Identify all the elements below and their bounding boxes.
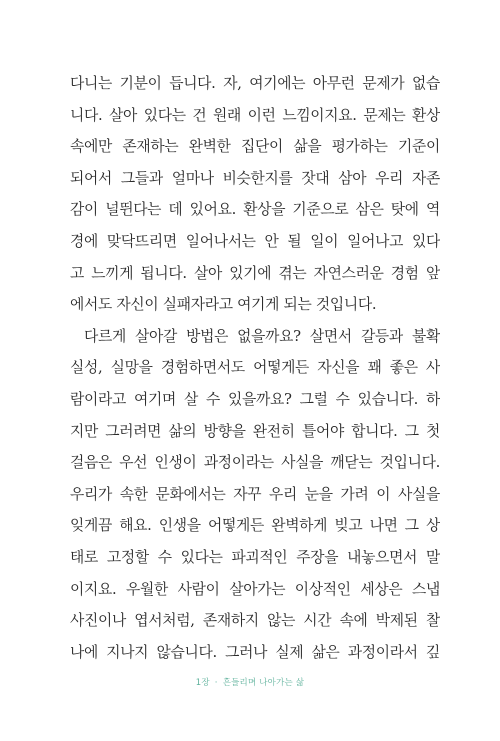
text-line: 속에만 존재하는 완벽한 집단이 삶을 평가하는 기준이: [70, 138, 440, 156]
text-line: 다니는 기분이 듭니다. 자, 여기에는 아무런 문제가 없습: [70, 75, 440, 92]
text-line: 실성, 실망을 경험하면서도 어떻게든 자신을 꽤 좋은 사: [70, 359, 440, 377]
text-line: 나에 지나지 않습니다. 그러나 실제 삶은 과정이라서 깊: [70, 643, 440, 661]
text-line: 걸음은 우선 인생이 과정이라는 사실을 깨닫는 것입니다.: [70, 454, 440, 472]
text-line: 고 느끼게 됩니다. 살아 있기에 겪는 자연스러운 경험 앞: [70, 264, 440, 282]
text-line: 에서도 자신이 실패자라고 여기게 되는 것입니다.: [70, 296, 377, 314]
text-line: 이지요. 우월한 사람이 살아가는 이상적인 세상은 스냅: [70, 580, 440, 598]
text-line: 니다. 살아 있다는 건 원래 이런 느낌이지요. 문제는 환상: [70, 106, 440, 124]
footer-title: 흔들리며 나아가는 삶: [222, 678, 305, 688]
footer-separator: ·: [214, 678, 218, 688]
text-line: 지만 그러려면 삶의 방향을 완전히 틀어야 합니다. 그 첫: [70, 422, 440, 440]
text-line: 람이라고 여기며 살 수 있을까요? 그럴 수 있습니다. 하: [70, 390, 440, 408]
running-footer: [0, 676, 500, 688]
text-line: 경에 맞닥뜨리면 일어나서는 안 될 일이 일어나고 있다: [70, 232, 440, 250]
text-line: 되어서 그들과 얼마나 비슷한지를 잣대 삼아 우리 자존: [70, 169, 440, 187]
text-line: 사진이나 엽서처럼, 존재하지 않는 시간 속에 박제된 찰: [70, 612, 440, 630]
page-text: [70, 68, 440, 668]
footer-chapter: 1장: [195, 678, 210, 688]
text-line: 감이 널뛴다는 데 있어요. 환상을 기준으로 삼은 탓에 역: [70, 201, 440, 219]
text-line: 태로 고정할 수 있다는 파괴적인 주장을 내놓으면서 말: [70, 548, 440, 566]
text-line: 우리가 속한 문화에서는 자꾸 우리 눈을 가려 이 사실을: [70, 485, 440, 503]
text-line: 잊게끔 해요. 인생을 어떻게든 완벽하게 빚고 나면 그 상: [70, 517, 440, 535]
text-line: 다르게 살아갈 방법은 없을까요? 살면서 갈등과 불확: [84, 327, 440, 345]
